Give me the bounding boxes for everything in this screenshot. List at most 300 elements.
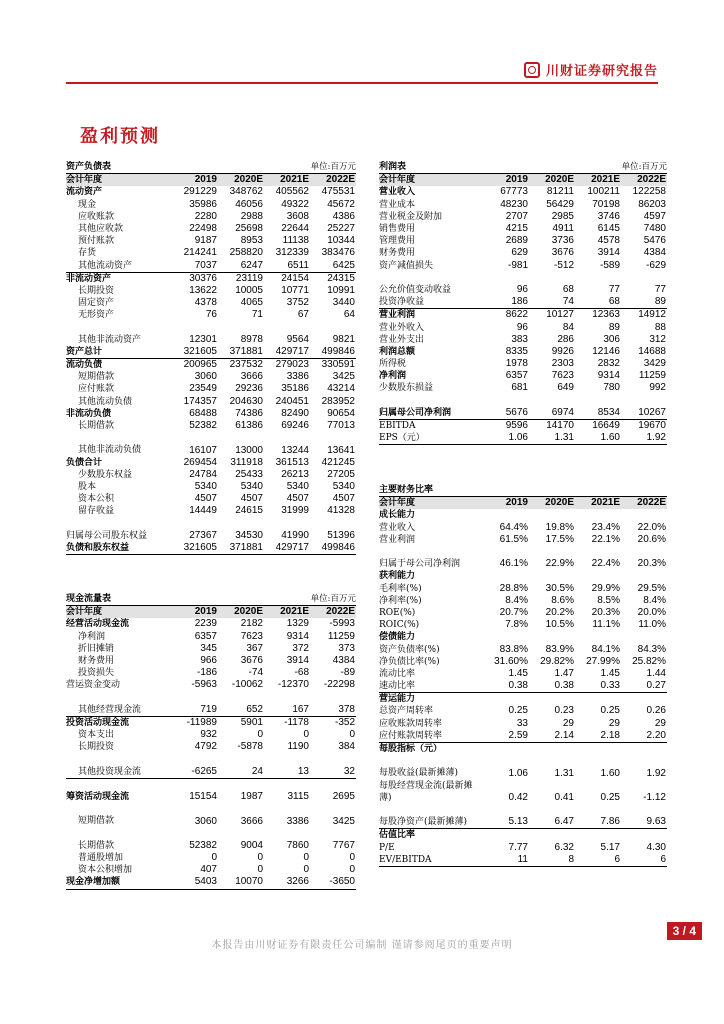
row-value: 61386 [235,420,263,432]
table-title-row [66,593,356,606]
row-value: 348762 [229,186,263,198]
row-value: 2689 [505,235,528,247]
row-label: 其他应收款 [78,224,124,235]
row-value: 5.13 [508,816,528,828]
row-value: -68 [294,667,309,679]
row-value: 0.38 [508,680,528,692]
table-row [66,346,356,359]
row-value: 22.9% [545,558,574,570]
row-value: 1.60 [575,432,621,445]
row-value: -22298 [323,679,355,691]
row-label: 长期投资 [78,285,115,296]
row-value: 0.23 [554,705,574,717]
row-label: 投资活动现金流 [66,716,172,729]
row-value: 77 [654,284,666,296]
row-value: 43214 [327,383,355,395]
row-label: 速动比率 [379,681,416,692]
row-label: EV/EBITDA [379,854,483,867]
table-row [379,235,667,247]
table-row [66,753,356,778]
row-value: 61.5% [499,533,528,545]
row-label: 偿债能力 [379,632,416,643]
row-value: 681 [511,382,528,394]
row-value: -11989 [172,716,218,729]
row-value: -10062 [231,679,263,691]
row-value: 1.06 [508,767,528,779]
row-label: 应收账款 [78,211,115,222]
row-value [575,742,621,755]
row-value: 345 [200,642,217,654]
row-value [529,631,575,643]
row-value: 11259 [327,630,355,642]
row-label: 长期借款 [78,421,115,432]
row-value: 8.5% [597,594,620,606]
year-header: 2021E [264,606,310,619]
row-label: 每股经营现金流(最新摊薄) [379,780,473,803]
row-value: 2.14 [554,729,574,741]
row-value: -5993 [329,618,355,630]
row-value: 2832 [597,358,620,370]
row-value: 383476 [321,247,355,259]
row-value: 96 [516,284,528,296]
row-value: 4597 [643,210,666,222]
row-value: 8622 [483,309,529,322]
row-label: 其他非流动负债 [78,445,142,456]
row-value: 8335 [505,345,528,357]
table-row [379,705,667,717]
row-value: 167 [292,703,309,715]
row-value: 24784 [189,468,217,480]
table-row [66,297,356,309]
row-value: 372 [292,642,309,654]
row-value: 9314 [597,370,620,382]
row-value: 629 [511,247,528,259]
row-value: 3115 [264,778,310,803]
row-label: 销售费用 [379,224,416,235]
row-label: 预付账款 [78,236,115,247]
table-row [66,493,356,505]
row-value: 4384 [643,247,666,259]
cash-flow-table [66,593,356,890]
row-value: 24154 [264,272,310,285]
row-value [575,631,621,643]
table-row [66,667,356,679]
table-row [379,643,667,655]
row-value: 3676 [240,655,263,667]
row-label: 折旧摊销 [78,643,115,654]
row-value: 10.5% [545,619,574,631]
row-label: 营运能力 [379,693,483,706]
row-value: 7623 [240,630,263,642]
row-value: 5340 [240,481,263,492]
table-row [379,247,667,259]
table-row [66,828,356,852]
row-value: 96 [516,321,528,333]
row-value: 8534 [597,406,620,418]
table-row [379,607,667,619]
row-value: 69246 [281,420,309,432]
row-value: 46056 [235,198,263,210]
row-value: 7.77 [508,841,528,853]
row-value: 17.5% [545,533,574,545]
table-row [66,457,356,469]
table-row [66,469,356,481]
row-value [483,509,529,521]
row-value: 11.0% [638,619,666,631]
row-label: 营业税金及附加 [379,211,443,222]
row-value: 4215 [505,223,528,235]
row-value: 11 [483,854,529,867]
row-value: 27.99% [586,655,620,667]
table-row [66,199,356,211]
row-value: 1.45 [508,667,528,679]
table-row [66,655,356,667]
row-value: 27367 [189,529,217,541]
brand-logo-icon [524,62,540,78]
table-row [66,741,356,753]
row-value [529,570,575,582]
row-value [483,742,529,755]
row-value: 86203 [638,198,666,210]
table-row [66,852,356,864]
table-row [379,780,667,804]
row-label: 其他非流动资产 [78,334,142,345]
row-value: 29 [608,717,620,729]
row-value: 174357 [183,395,217,407]
row-value: 3746 [597,210,620,222]
row-value: 81211 [546,186,574,198]
table-row [66,223,356,235]
row-value: 8.4% [643,594,666,606]
table-row [66,542,356,555]
row-value: 3914 [286,655,309,667]
row-value: 3425 [332,815,355,827]
row-value: 9314 [286,630,309,642]
row-value: 992 [649,382,666,394]
row-value: 23.4% [591,521,620,533]
column-header-row [66,606,356,619]
row-value: 24 [251,765,263,777]
row-value: 9821 [332,333,355,345]
row-value: -186 [196,667,217,679]
row-label: 少数股东权益 [78,469,133,480]
row-label: 营业收入 [379,522,416,533]
row-value: 499846 [310,542,356,555]
row-value: 4507 [240,493,263,505]
table-row [66,778,356,803]
row-label: 固定资产 [78,298,115,309]
table-row [66,247,356,259]
row-value: 11259 [638,370,666,382]
row-value [621,570,667,582]
row-value: 9004 [240,840,263,852]
row-value: 68 [562,284,574,296]
row-value: 2182 [240,618,263,630]
row-value: 27205 [327,468,355,480]
row-value [575,829,621,842]
row-value: 0 [211,852,217,864]
table-row [379,718,667,730]
row-value: 22644 [281,223,309,235]
row-value: -6265 [191,765,217,777]
table-row [66,803,356,827]
row-value: -3650 [310,876,356,889]
row-label: 财务费用 [379,248,416,259]
table-row [379,509,667,521]
row-value: 29.9% [591,582,620,594]
row-value: 1.92 [621,432,667,445]
row-label: 所得税 [379,359,407,370]
table-row [379,842,667,854]
row-value: 10991 [327,284,355,296]
row-label: 现金 [78,199,97,210]
table-row [379,309,667,322]
row-label: 投资净收益 [379,297,425,308]
row-value: 0.25 [600,705,620,717]
table-unit: 单位:百万元 [172,161,356,174]
row-value: 25.82% [632,655,666,667]
row-value: 0 [349,729,355,741]
row-label: 资本支出 [78,730,115,741]
row-value: 9187 [194,235,217,247]
row-label: 管理费用 [379,236,416,247]
row-value: 84.1% [591,643,620,655]
table-row [379,804,667,829]
column-header-row [379,174,667,187]
row-value: 22.4% [591,558,620,570]
row-value: 4792 [194,741,217,753]
row-value: 311918 [230,456,263,468]
row-value [621,742,667,755]
row-value: 1.06 [483,432,529,445]
row-value [621,509,667,521]
year-header: 2020E [218,606,264,619]
row-value: 0 [257,864,263,876]
row-value: 0.25 [600,791,620,803]
row-value: 122258 [632,186,666,198]
row-value: 23549 [189,383,217,395]
table-row [379,631,667,643]
row-label: 应收账款周转率 [379,718,443,729]
header-brand [524,60,658,79]
row-label: 营运资金变动 [66,680,121,691]
row-value: 11138 [282,235,309,247]
row-value: 1.31 [529,432,575,445]
row-value: 2.20 [646,729,666,741]
footer-disclaimer: 本报告由川财证券有限责任公司编制 谨请参阅尾页的重要声明 [211,940,513,951]
row-label: 营业利润 [379,534,416,545]
row-value: 10127 [529,309,575,322]
row-label: 净利率(%) [379,595,422,606]
table-row [379,223,667,235]
row-value: 214241 [183,247,217,259]
row-value: 8 [529,854,575,867]
row-label: 应付账款周转率 [379,730,443,741]
row-value: 64 [343,309,355,321]
row-value: 0.42 [508,791,528,803]
row-value: 383 [511,333,528,345]
row-value: 6.47 [554,816,574,828]
row-value: 22.1% [591,533,620,545]
row-label: 其他投资现金流 [78,766,142,777]
row-value: 20.3% [591,606,620,618]
table-row [379,334,667,346]
row-value: 3752 [286,297,309,309]
row-value: 291229 [183,186,217,198]
table-row [66,408,356,420]
year-label: 会计年度 [66,606,172,619]
row-value: 0 [303,729,309,741]
row-label: 普通股增加 [78,853,124,864]
table-row [379,522,667,534]
row-value: -1.12 [643,791,666,803]
table-row [66,692,356,717]
row-value: 3666 [240,815,263,827]
row-value: 321605 [183,345,217,357]
table-row [66,876,356,889]
row-label: 营业收入 [379,187,416,198]
row-value: 45672 [327,198,355,210]
row-value: 88 [654,321,666,333]
row-value: 5340 [286,481,309,492]
row-value: 186 [511,296,528,308]
header-rule [66,82,658,84]
year-header: 2019 [172,174,218,187]
row-value: 5901 [218,716,264,729]
table-row [379,656,667,668]
row-label: 获利能力 [379,571,416,582]
table-title: 利润表 [379,161,483,174]
row-label: 现金净增加额 [66,876,172,889]
row-value [483,570,529,582]
row-value: 6357 [505,370,528,382]
row-value: 7623 [551,370,574,382]
column-header-row [379,497,667,510]
row-value: 405562 [275,186,309,198]
row-label: 筹资活动现金流 [66,778,172,803]
row-value: 19670 [621,419,667,432]
year-header: 2022E [621,174,667,187]
row-value: 14912 [621,309,667,322]
row-value: 89 [654,296,666,308]
table-title-row [379,484,667,497]
row-value: 29.82% [540,655,574,667]
row-value: 269454 [183,456,217,468]
row-label: 资本公积 [78,494,115,505]
row-value: 68488 [189,407,217,419]
row-value: 25433 [235,468,263,480]
row-value: 0.41 [554,791,574,803]
row-value: -74 [248,667,263,679]
row-label: 每股收益(最新摊薄) [379,768,459,779]
row-value: 4507 [286,493,309,505]
row-value: 70198 [592,198,620,210]
row-value: 10344 [327,235,355,247]
row-label: 估值比率 [379,829,483,842]
row-value: -512 [553,259,574,271]
row-value: 8.4% [505,594,528,606]
row-value: 19.8% [545,521,574,533]
table-row [379,346,667,358]
row-value: 13622 [189,284,217,296]
row-value: 8.6% [551,594,574,606]
row-value: 652 [246,703,263,715]
row-label: 股本 [78,482,97,492]
row-value: 29 [562,717,574,729]
table-row [66,481,356,493]
row-value: 780 [603,382,620,394]
row-label: 营业利润 [379,309,483,322]
row-value: 20.6% [637,533,666,545]
year-label: 会计年度 [379,497,483,510]
table-title-row [66,161,356,174]
table-row [66,383,356,395]
row-value [529,509,575,521]
row-value: 5676 [505,406,528,418]
row-label: 资本公积增加 [78,865,133,876]
table-unit: 单位:百万元 [483,161,667,174]
row-value: 7.8% [505,619,528,631]
row-value: 5340 [194,481,217,492]
row-value: 10267 [638,406,666,418]
row-label: 长期投资 [78,742,115,753]
table-title-row [379,161,667,174]
row-value: 13244 [281,444,309,456]
table-row [66,186,356,198]
row-value: 0 [349,864,355,876]
row-value: 3425 [332,371,355,383]
row-value: 1190 [287,741,309,753]
table-row [66,729,356,741]
row-value: 1329 [286,618,309,630]
row-value: 0 [303,852,309,864]
row-value: 371881 [229,345,263,357]
row-value: 204630 [229,395,263,407]
table-row [379,370,667,382]
table-row [66,371,356,383]
row-value: 649 [557,382,574,394]
row-value: 8953 [240,235,263,247]
row-value: 5.17 [600,841,620,853]
row-value: 6511 [287,259,309,271]
year-header: 2022E [310,606,356,619]
row-value: 1.31 [554,767,574,779]
row-value [483,631,529,643]
row-value: 77013 [327,420,355,432]
row-label: 其他流动资产 [78,260,133,271]
row-value: 41328 [327,505,355,517]
row-value: 4384 [332,655,355,667]
row-label: 利润总额 [379,346,416,357]
row-value: 6425 [332,259,355,271]
row-value: 20.3% [637,558,666,570]
brand-name: 川财证券研究报告 [545,64,658,79]
row-label: 营业外收入 [379,322,425,333]
year-label: 会计年度 [66,174,172,187]
row-value: 83.8% [499,643,528,655]
row-label: 营业外支出 [379,334,425,345]
row-value: 378 [338,703,355,715]
row-value: 9.63 [646,816,666,828]
row-value: 421245 [321,456,355,468]
row-value: 2695 [310,778,356,803]
row-value: 5340 [332,481,355,492]
row-value: 4065 [240,297,263,309]
year-header: 2020E [529,497,575,510]
row-value: 22.0% [637,521,666,533]
row-value: 13000 [235,444,263,456]
table-unit [483,484,667,497]
